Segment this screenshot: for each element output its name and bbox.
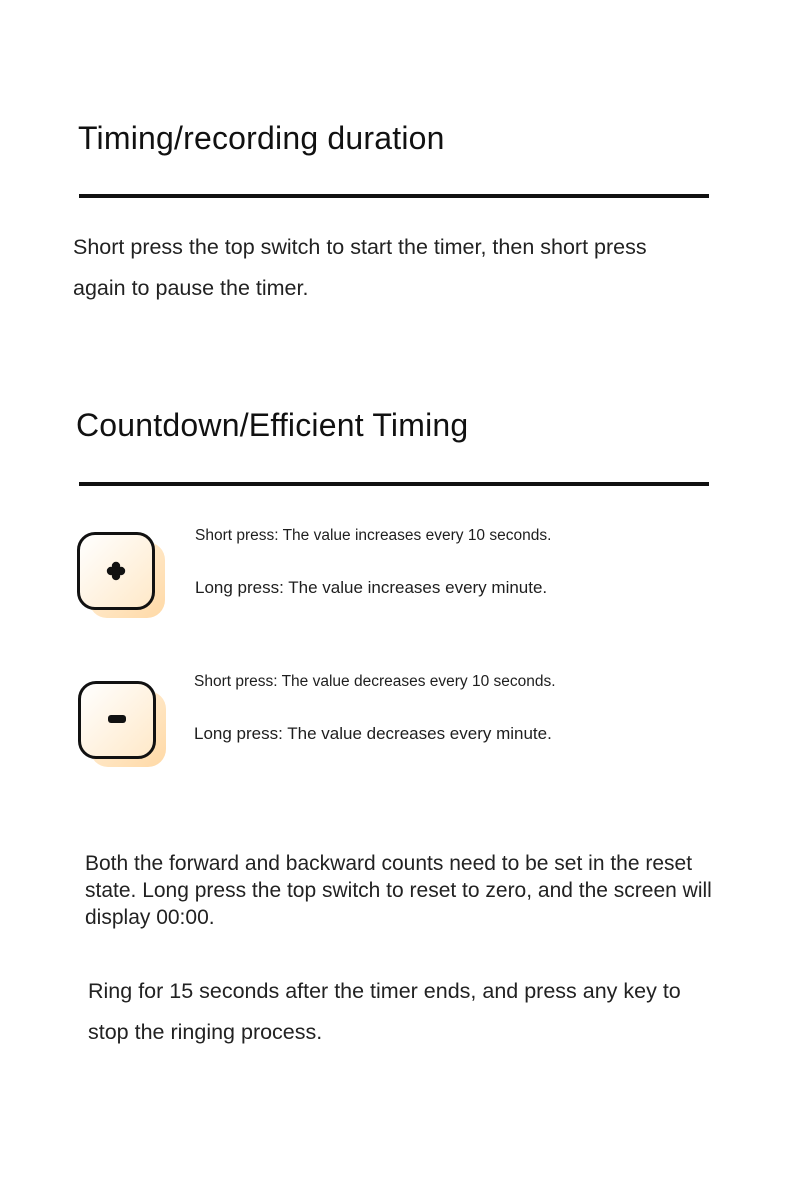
ring-note: Ring for 15 seconds after the timer ends, and press any key to stop the ringing process. <box>88 979 681 1044</box>
section-divider <box>79 482 709 486</box>
minus-long-press-text: Long press: The value decreases every minute. <box>194 724 552 743</box>
plus-icon <box>77 532 155 610</box>
section-heading-timing: Timing/recording duration <box>78 120 445 156</box>
minus-icon <box>78 681 156 759</box>
minus-short-press-text: Short press: The value decreases every 10 seconds. <box>194 673 556 690</box>
minus-key-illustration <box>78 681 168 771</box>
section-heading-countdown: Countdown/Efficient Timing <box>76 407 469 443</box>
section-divider <box>79 194 709 198</box>
timing-description: Short press the top switch to start the timer, then short press again to pause the timer. <box>73 235 647 300</box>
plus-long-press-text: Long press: The value increases every minute. <box>195 578 548 597</box>
plus-key-illustration <box>77 532 167 622</box>
reset-note: Both the forward and backward counts need to be set in the reset state. Long press the top switch to reset to zero, and the screen will display 00:00. <box>85 852 712 929</box>
plus-short-press-text: Short press: The value increases every 10 seconds. <box>195 527 552 544</box>
